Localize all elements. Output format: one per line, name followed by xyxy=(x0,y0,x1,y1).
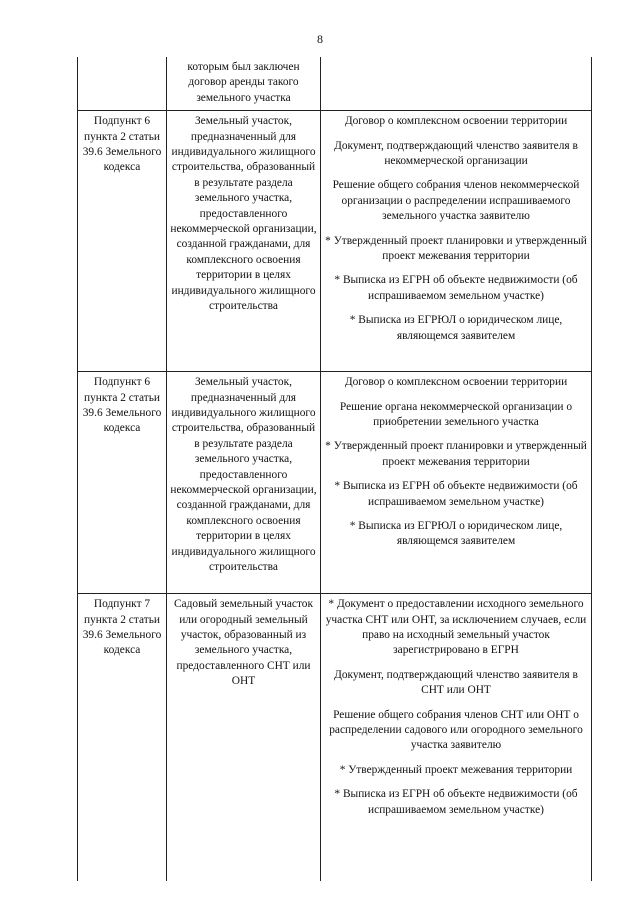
description-cell: Садовый земельный участок или огородный земельный участок, образованный из земельного участка, предоставленного СНТ или ОНТ xyxy=(167,594,321,882)
description-cell: Земельный участок, предназначенный для индивидуального жилищного строительства, образованный в результате раздела земельного участка, предоставленного некоммерческой организации, созданной гражданами, для комплексного освоения территории в целях индивидуального жилищного строительства xyxy=(167,111,321,372)
document-item: * Выписка из ЕГРН об объекте недвижимости (об испрашиваемом земельном участке) xyxy=(334,788,578,816)
document-item: * Выписка из ЕГРЮЛ о юридическом лице, являющемся заявителем xyxy=(349,314,563,342)
document-item: Решение общего собрания членов СНТ или ОНТ о распределении садового или огородного земельного участка заявителю xyxy=(329,708,583,752)
basis-cell: Подпункт 6 пункта 2 статьи 39.6 Земельного кодекса xyxy=(78,111,167,372)
description-cell: которым был заключен договор аренды такого земельного участка xyxy=(167,57,321,111)
document-item: * Документ о предоставлении исходного земельного участка СНТ или ОНТ, за исключением случаев, если право на исходный земельный участок зарегистрировано в ЕГРН xyxy=(325,598,587,657)
document-item: * Утвержденный проект планировки и утвержденный проект межевания территории xyxy=(325,234,587,263)
page-number: 8 xyxy=(317,32,323,46)
documents-cell xyxy=(321,594,592,882)
documents-cell xyxy=(321,57,592,111)
document-item: Договор о комплексном освоении территории xyxy=(344,115,568,128)
document-item: * Утвержденный проект планировки и утвержденный проект межевания территории xyxy=(325,440,587,468)
document-item: Решение органа некоммерческой организации о приобретении земельного участка xyxy=(339,400,573,429)
basis-cell: Подпункт 6 пункта 2 статьи 39.6 Земельного кодекса xyxy=(78,372,167,594)
document-item: Договор о комплексном освоении территории xyxy=(344,376,568,389)
document-item: * Утвержденный проект межевания территории xyxy=(339,763,573,776)
table-row xyxy=(78,594,592,882)
table-row xyxy=(78,57,592,111)
table-row xyxy=(78,372,592,594)
document-item: * Выписка из ЕГРЮЛ о юридическом лице, являющемся заявителем xyxy=(349,520,563,548)
document-item: Документ, подтверждающий членство заявителя в некоммерческой организации xyxy=(334,139,578,168)
document-item: Документ, подтверждающий членство заявителя в СНТ или ОНТ xyxy=(334,668,578,697)
basis-cell: Подпункт 7 пункта 2 статьи 39.6 Земельного кодекса xyxy=(78,594,167,882)
documents-cell xyxy=(321,111,592,372)
description-cell: Земельный участок, предназначенный для индивидуального жилищного строительства, образованный в результате раздела земельного участка, предоставленного некоммерческой организации, созданной гражданами, для комплексного освоения территории в целях индивидуального жилищного строительства xyxy=(167,372,321,594)
land-documents-table xyxy=(77,57,592,881)
basis-cell xyxy=(78,57,167,111)
document-item: Решение общего собрания членов некоммерческой организации о распределении испрашиваемого земельного участка заявителю xyxy=(332,179,580,223)
table-row xyxy=(78,111,592,372)
document-item: * Выписка из ЕГРН об объекте недвижимости (об испрашиваемом земельном участке) xyxy=(334,274,578,302)
document-item: * Выписка из ЕГРН об объекте недвижимости (об испрашиваемом земельном участке) xyxy=(334,480,578,508)
documents-cell xyxy=(321,372,592,594)
